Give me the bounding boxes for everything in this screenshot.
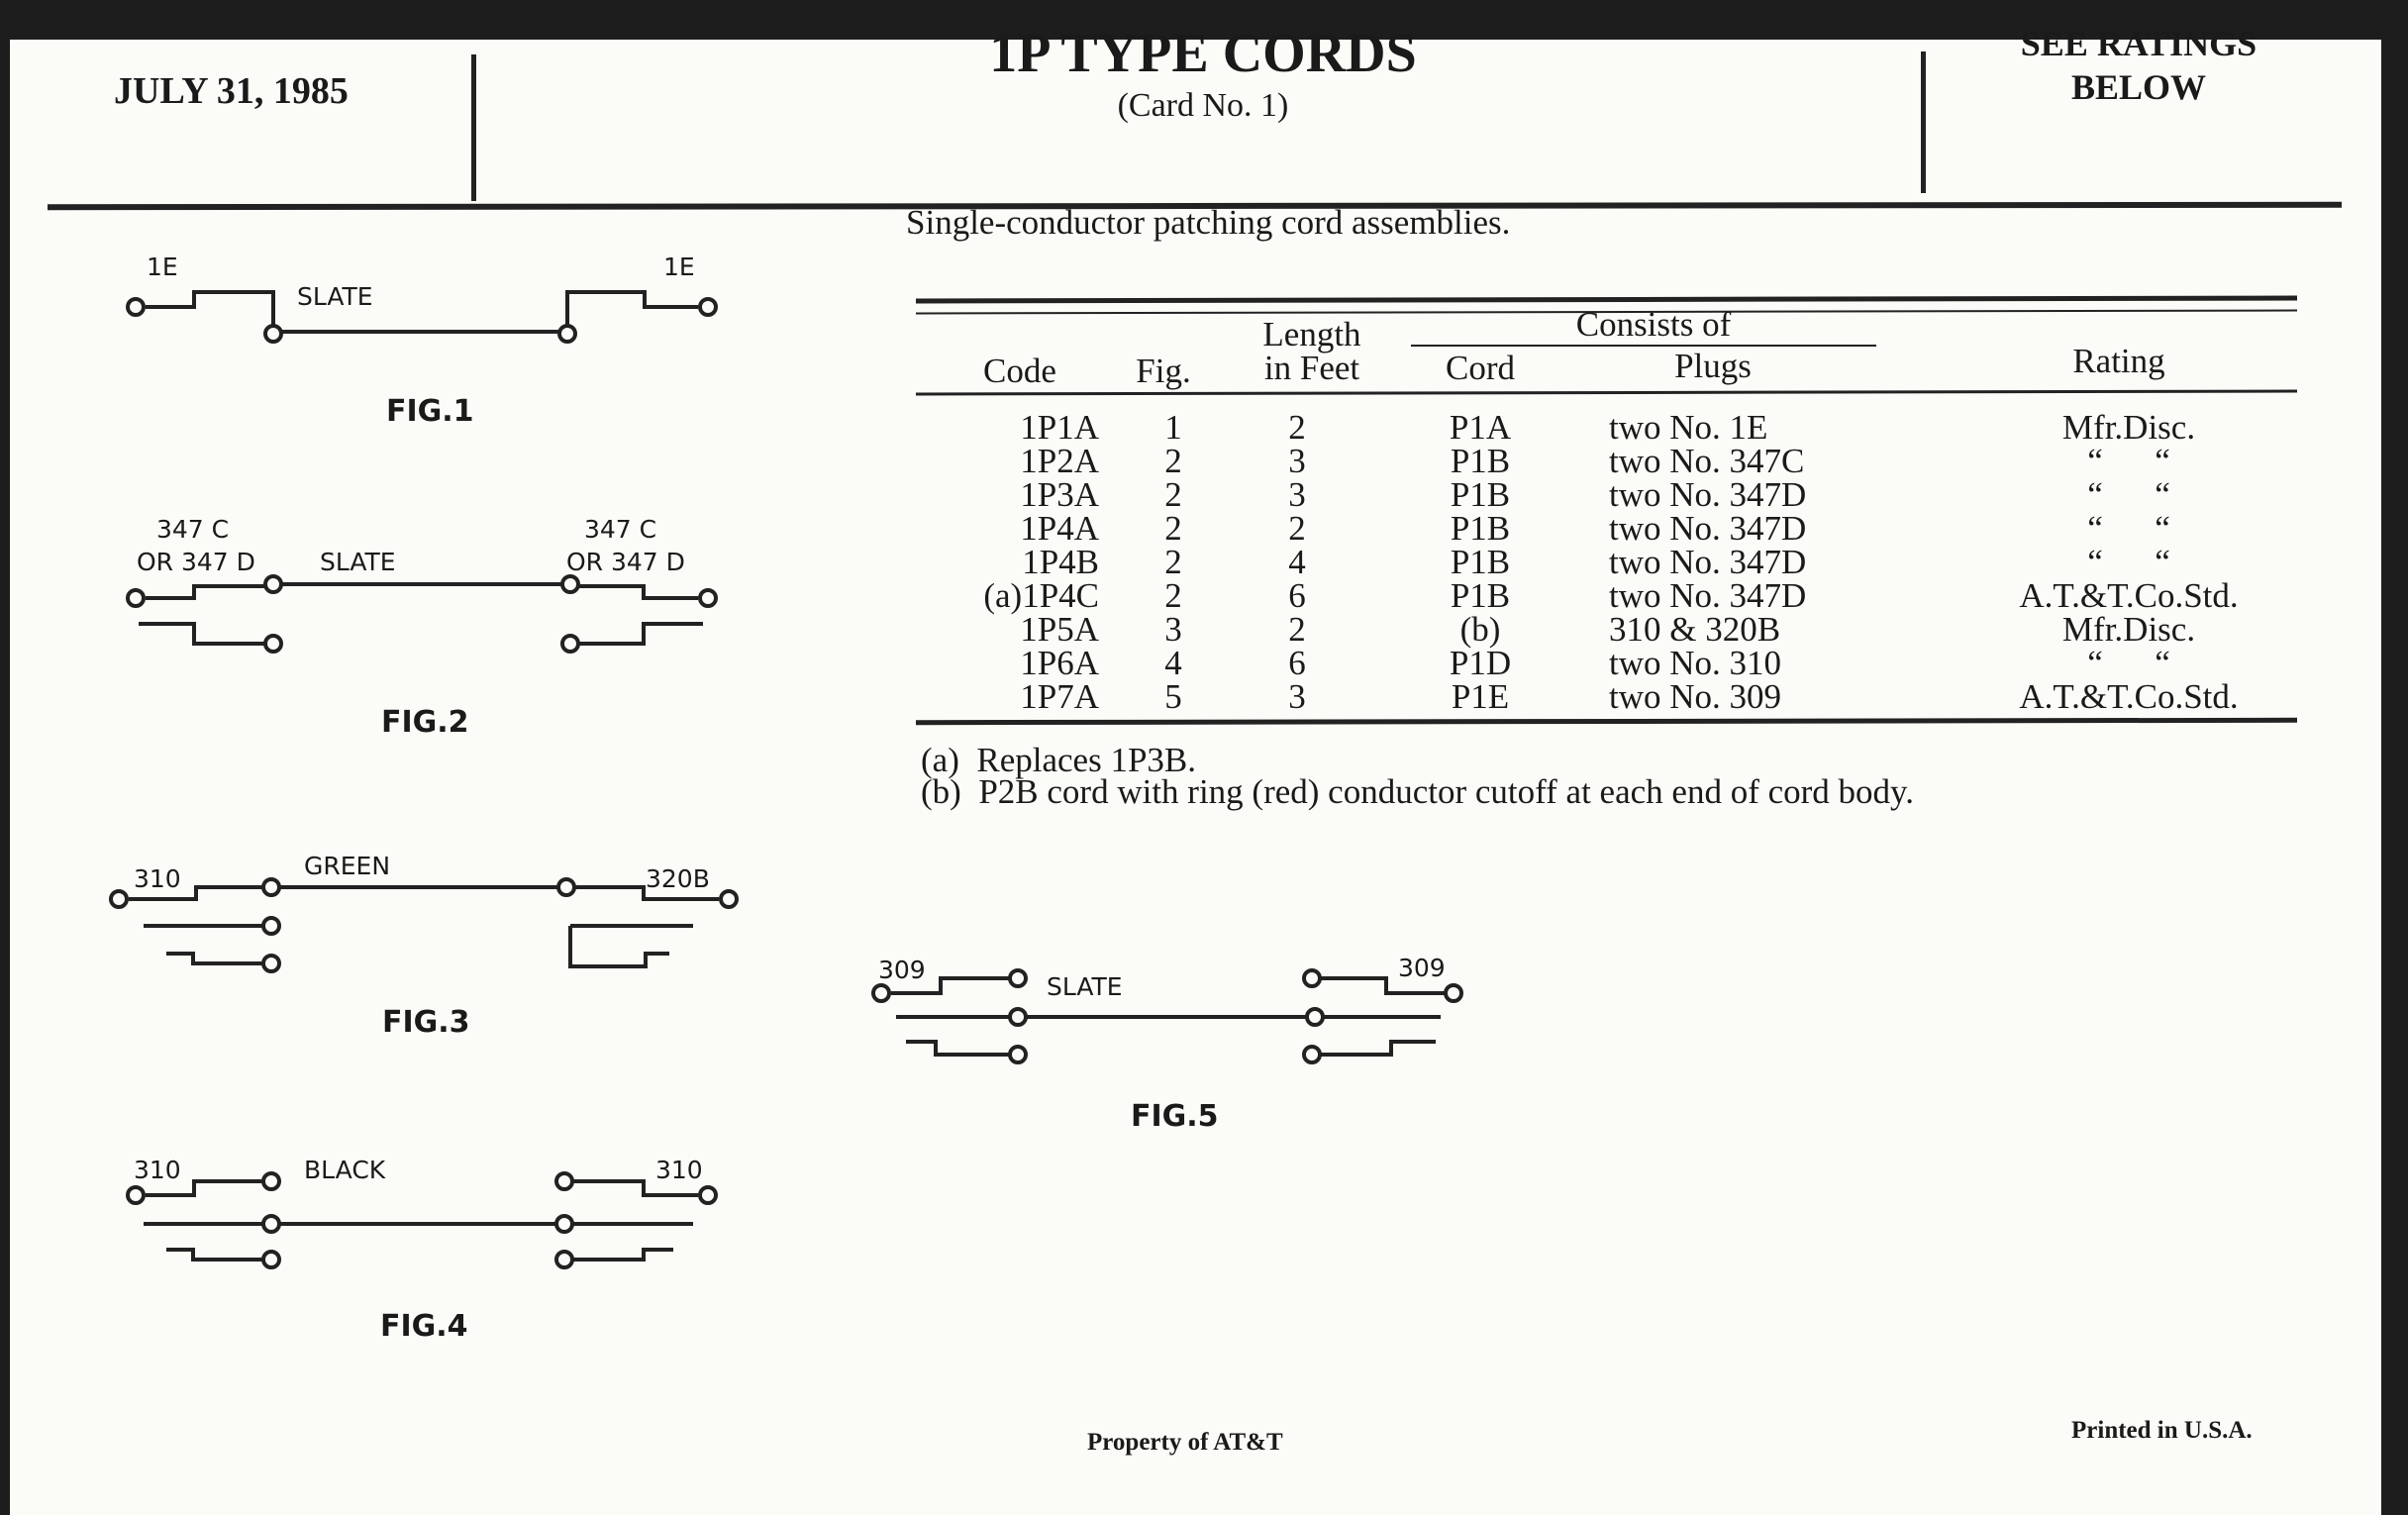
fig2-left-plug-label-2: OR 347 D bbox=[137, 548, 255, 576]
cell-length: 6 bbox=[1288, 644, 1306, 682]
fig1-diagram bbox=[128, 292, 716, 342]
cell-rating: A.T.&T.Co.Std. bbox=[2019, 677, 2239, 716]
cell-fig: 2 bbox=[1164, 576, 1182, 615]
cell-code: (a)1P4C bbox=[983, 576, 1099, 615]
fig1-caption: FIG.1 bbox=[386, 394, 474, 429]
cell-length: 4 bbox=[1288, 543, 1306, 581]
fig4-left-plug-label: 310 bbox=[134, 1156, 181, 1184]
fig5-right-plug-label: 309 bbox=[1398, 954, 1446, 982]
col-header-code: Code bbox=[983, 352, 1056, 390]
cell-fig: 3 bbox=[1164, 610, 1182, 649]
cell-cord: P1B bbox=[1450, 475, 1511, 514]
col-header-length-1: Length bbox=[1262, 315, 1361, 354]
fig3-caption: FIG.3 bbox=[382, 1005, 470, 1040]
cell-fig: 4 bbox=[1164, 644, 1182, 682]
ratings-note-line2: BELOW bbox=[2070, 67, 2207, 107]
cell-rating: “ “ bbox=[2087, 442, 2170, 480]
card-date: JULY 31, 1985 bbox=[114, 70, 349, 112]
ratings-note-line1: SEE RATINGS bbox=[2020, 24, 2258, 63]
cell-rating: Mfr.Disc. bbox=[2061, 408, 2196, 447]
fig4-right-plug-label: 310 bbox=[655, 1156, 703, 1184]
fig1-cord-label: SLATE bbox=[297, 282, 373, 311]
cell-cord: (b) bbox=[1459, 610, 1501, 649]
col-header-consists: Consists of bbox=[1575, 305, 1732, 344]
col-header-length-2: in Feet bbox=[1263, 349, 1360, 387]
cell-plugs: two No. 310 bbox=[1609, 644, 1782, 682]
cell-fig: 2 bbox=[1164, 442, 1182, 480]
card-number: (Card No. 1) bbox=[1117, 87, 1289, 124]
fig5-caption: FIG.5 bbox=[1131, 1099, 1219, 1134]
fig2-caption: FIG.2 bbox=[381, 705, 469, 740]
fig2-left-plug-label-1: 347 C bbox=[156, 515, 230, 544]
cell-code: 1P6A bbox=[1020, 644, 1099, 682]
footer-printed: Printed in U.S.A. bbox=[2071, 1417, 2253, 1444]
fig1-right-plug-label: 1E bbox=[663, 252, 695, 281]
cell-plugs: 310 & 320B bbox=[1609, 610, 1781, 649]
cell-length: 6 bbox=[1288, 576, 1306, 615]
cell-fig: 2 bbox=[1164, 475, 1182, 514]
cell-cord: P1D bbox=[1449, 644, 1512, 682]
cell-code: 1P7A bbox=[1020, 677, 1099, 716]
cell-rating: Mfr.Disc. bbox=[2061, 610, 2196, 649]
col-header-plugs: Plugs bbox=[1674, 347, 1752, 385]
cell-length: 2 bbox=[1288, 408, 1306, 447]
fig3-diagram bbox=[111, 879, 737, 971]
note-b-text: P2B cord with ring (red) conductor cutoff at each end of cord body. bbox=[978, 772, 1915, 811]
cell-plugs: two No. 1E bbox=[1609, 408, 1768, 447]
cell-rating: “ “ bbox=[2087, 475, 2170, 514]
card-description: Single-conductor patching cord assemblies. bbox=[906, 203, 1511, 242]
cell-code: 1P4A bbox=[1020, 509, 1099, 548]
cell-cord: P1B bbox=[1450, 543, 1511, 581]
fig2-right-plug-label-2: OR 347 D bbox=[566, 548, 685, 576]
cell-plugs: two No. 347C bbox=[1609, 442, 1805, 480]
fig1-left-plug-label: 1E bbox=[147, 252, 178, 281]
fig3-left-plug-label: 310 bbox=[134, 864, 181, 893]
col-header-rating: Rating bbox=[2072, 342, 2165, 380]
cell-cord: P1A bbox=[1449, 408, 1512, 447]
note-a-text: Replaces 1P3B. bbox=[976, 741, 1196, 779]
cell-cord: P1B bbox=[1450, 442, 1511, 480]
cell-cord: P1E bbox=[1451, 677, 1510, 716]
col-header-fig: Fig. bbox=[1136, 352, 1191, 390]
note-a-mark: (a) bbox=[921, 741, 959, 779]
fig3-right-plug-label: 320B bbox=[646, 864, 710, 893]
cell-plugs: two No. 347D bbox=[1609, 475, 1807, 514]
fig2-cord-label: SLATE bbox=[320, 548, 396, 576]
footer-property: Property of AT&T bbox=[1087, 1429, 1283, 1456]
cell-plugs: two No. 309 bbox=[1609, 677, 1782, 716]
fig2-diagram bbox=[128, 576, 716, 652]
fig4-cord-label: BLACK bbox=[304, 1156, 386, 1184]
cell-code: 1P2A bbox=[1020, 442, 1099, 480]
fig4-caption: FIG.4 bbox=[380, 1309, 468, 1344]
cell-fig: 2 bbox=[1164, 543, 1182, 581]
fig5-cord-label: SLATE bbox=[1047, 972, 1123, 1001]
cell-fig: 5 bbox=[1164, 677, 1182, 716]
cell-length: 3 bbox=[1288, 442, 1306, 480]
cell-rating: A.T.&T.Co.Std. bbox=[2019, 576, 2239, 615]
fig2-right-plug-label-1: 347 C bbox=[584, 515, 657, 544]
cell-length: 3 bbox=[1288, 475, 1306, 514]
cell-code: 1P1A bbox=[1020, 408, 1099, 447]
cell-length: 2 bbox=[1288, 509, 1306, 548]
cell-code: 1P4B bbox=[1022, 543, 1099, 581]
cell-rating: “ “ bbox=[2087, 644, 2170, 682]
page-title: 1P TYPE CORDS bbox=[989, 23, 1417, 84]
fig4-diagram bbox=[128, 1173, 716, 1267]
cell-plugs: two No. 347D bbox=[1609, 576, 1807, 615]
cell-plugs: two No. 347D bbox=[1609, 509, 1807, 548]
cell-cord: P1B bbox=[1450, 509, 1511, 548]
cell-plugs: two No. 347D bbox=[1609, 543, 1807, 581]
cell-rating: “ “ bbox=[2087, 543, 2170, 581]
cell-fig: 2 bbox=[1164, 509, 1182, 548]
cell-fig: 1 bbox=[1164, 408, 1182, 447]
fig5-diagram bbox=[873, 970, 1461, 1062]
cell-code: 1P5A bbox=[1020, 610, 1099, 649]
cell-length: 2 bbox=[1288, 610, 1306, 649]
fig5-left-plug-label: 309 bbox=[878, 956, 926, 984]
note-b-mark: (b) bbox=[921, 772, 961, 811]
cell-code: 1P3A bbox=[1020, 475, 1099, 514]
cell-cord: P1B bbox=[1450, 576, 1511, 615]
cell-length: 3 bbox=[1288, 677, 1306, 716]
col-header-cord: Cord bbox=[1446, 349, 1515, 387]
cell-rating: “ “ bbox=[2087, 509, 2170, 548]
fig3-cord-label: GREEN bbox=[304, 852, 391, 880]
